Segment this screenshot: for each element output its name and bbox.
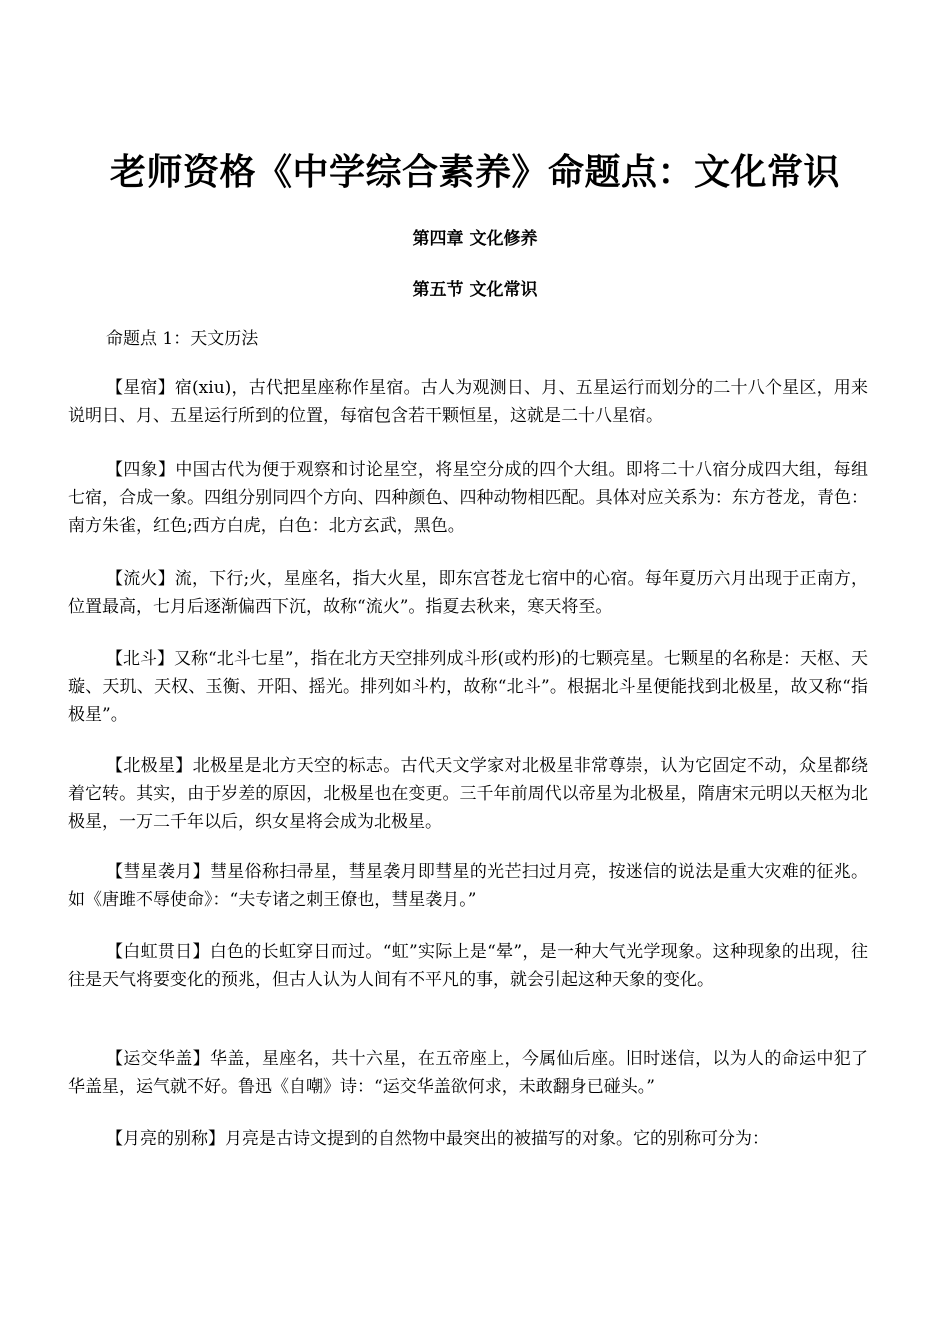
entry-term: 【北斗】 <box>106 649 175 669</box>
entry-term: 【北极星】 <box>106 756 193 776</box>
entry-text: 中国古代为便于观察和讨论星空，将星空分成的四个大组。即将二十八宿分成四大组，每组七宿，合成一象。四组分别同四个方向、四种颜色、四种动物相匹配。具体对应关系为：东方苍龙，青色：南方朱雀，红色;西方白虎，白色：北方玄武，黑色。 <box>68 460 869 536</box>
entry-term: 【月亮的别称】 <box>106 1129 225 1149</box>
entry-term: 【彗星袭月】 <box>106 862 210 882</box>
entry-term: 【运交华盖】 <box>106 1049 210 1069</box>
entry-text: 月亮是古诗文提到的自然物中最突出的被描写的对象。它的别称可分为： <box>225 1129 769 1149</box>
entry-paragraph <box>68 1125 868 1153</box>
entry-paragraph <box>68 645 868 729</box>
entry-text: 华盖，星座名，共十六星，在五帝座上，今属仙后座。旧时迷信，以为人的命运中犯了华盖星，运气就不好。鲁迅《自嘲》诗：“运交华盖欲何求，未敢翻身已碰头。” <box>68 1049 869 1097</box>
entry-paragraph <box>68 565 868 621</box>
entry-text: 白色的长虹穿日而过。“虹”实际上是“晕”，是一种大气光学现象。这种现象的出现，往往是天气将要变化的预兆，但古人认为人间有不平凡的事，就会引起这种天象的变化。 <box>68 942 868 990</box>
entry-paragraph <box>68 752 868 836</box>
entry-paragraph <box>68 1045 868 1101</box>
document-title: 老师资格《中学综合素养》命题点：文化常识 <box>109 151 840 193</box>
topic-heading: 命题点 1：天文历法 <box>106 329 259 349</box>
entry-term: 【白虹贯日】 <box>106 942 210 962</box>
entry-text: 流，下行;火，星座名，指大火星，即东宫苍龙七宿中的心宿。每年夏历六月出现于正南方，位置最高，七月后逐渐偏西下沉，故称“流火”。指夏去秋来，寒天将至。 <box>68 569 869 617</box>
entry-text: 北极星是北方天空的标志。古代天文学家对北极星非常尊崇，认为它固定不动，众星都绕着它转。其实，由于岁差的原因，北极星也在变更。三千年前周代以帝星为北极星，隋唐宋元明以天枢为北极星，一万二千年以后，织女星将会成为北极星。 <box>68 756 869 832</box>
entry-paragraph <box>68 456 868 540</box>
entry-paragraph <box>68 938 868 994</box>
entry-text: 又称“北斗七星”，指在北方天空排列成斗形(或杓形)的七颗亮星。七颗星的名称是：天枢、天璇、天玑、天权、玉衡、开阳、摇光。排列如斗杓，故称“北斗”。根据北斗星便能找到北极星，故又称“指极星”。 <box>68 649 868 725</box>
section-heading: 第五节 文化常识 <box>412 280 538 300</box>
entry-term: 【星宿】 <box>106 378 175 398</box>
entry-text: 宿(xiu)，古代把星座称作星宿。古人为观测日、月、五星运行而划分的二十八个星区，用来说明日、月、五星运行所到的位置，每宿包含若干颗恒星，这就是二十八星宿。 <box>68 378 868 426</box>
chapter-heading: 第四章 文化修养 <box>412 229 538 249</box>
entry-term: 【四象】 <box>106 460 176 480</box>
entry-text: 彗星俗称扫帚星，彗星袭月即彗星的光芒扫过月亮，按迷信的说法是重大灾难的征兆。如《唐雎不辱使命》：“夫专诸之刺王僚也，彗星袭月。” <box>68 862 869 910</box>
entry-paragraph <box>68 858 868 914</box>
entry-term: 【流火】 <box>106 569 175 589</box>
entry-paragraph <box>68 374 868 430</box>
